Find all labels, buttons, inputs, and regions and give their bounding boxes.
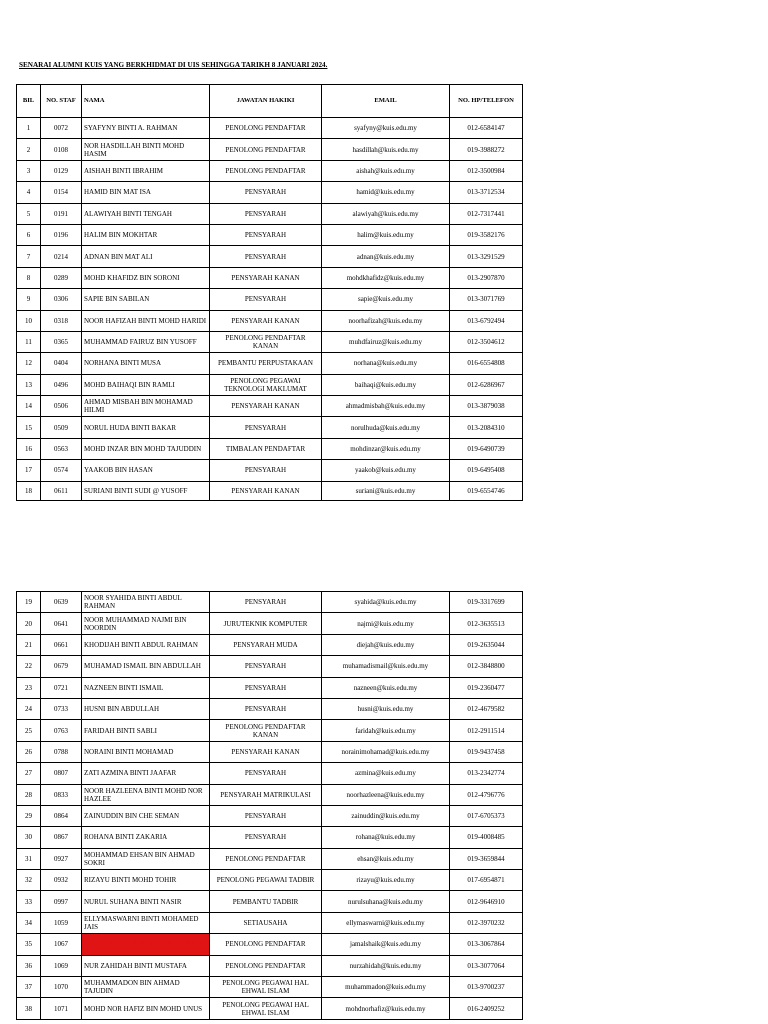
cell-telefon: 013-3071769 [450,289,523,310]
cell-email: mohdinzar@kuis.edu.my [322,438,450,459]
cell-email: noorhafizah@kuis.edu.my [322,310,450,331]
table-row [17,977,523,998]
cell-telefon: 013-9700237 [450,977,523,998]
cell-nama: MOHD INZAR BIN MOHD TAJUDDIN [82,438,210,459]
cell-jawatan: PENOLONG PEGAWAI TEKNOLOGI MAKLUMAT [210,374,322,395]
cell-email: baihaqi@kuis.edu.my [322,374,450,395]
alumni-table-page-1 [16,84,523,501]
cell-email: rohana@kuis.edu.my [322,827,450,848]
cell-no-staf: 0365 [41,331,82,352]
cell-jawatan: PEMBANTU PERPUSTAKAAN [210,353,322,374]
cell-bil: 23 [17,677,41,698]
header-email: EMAIL [322,85,450,118]
cell-nama: MOHD KHAFIDZ BIN SORONI [82,267,210,288]
cell-jawatan: PENSYARAH [210,656,322,677]
cell-nama: MOHD BAIHAQI BIN RAMLI [82,374,210,395]
cell-nama: KHODIJAH BINTI ABDUL RAHMAN [82,634,210,655]
table-row [17,460,523,481]
cell-telefon: 012-6584147 [450,118,523,139]
cell-telefon: 017-6705373 [450,805,523,826]
cell-telefon: 012-3635513 [450,613,523,634]
cell-email: ellymaswarni@kuis.edu.my [322,912,450,933]
cell-bil: 5 [17,203,41,224]
table-row [17,331,523,352]
cell-bil: 14 [17,396,41,417]
cell-no-staf: 0788 [41,741,82,762]
table-row [17,848,523,869]
cell-nama: NURUL SUHANA BINTI NASIR [82,891,210,912]
cell-nama: NOOR MUHAMMAD NAJMI BIN NOORDIN [82,613,210,634]
table-row [17,396,523,417]
cell-no-staf: 0807 [41,763,82,784]
cell-email: nazneen@kuis.edu.my [322,677,450,698]
cell-jawatan: PENOLONG PEGAWAI HAL EHWAL ISLAM [210,998,322,1019]
cell-bil: 24 [17,698,41,719]
cell-jawatan: PENOLONG PENDAFTAR [210,118,322,139]
cell-nama: ELLYMASWARNI BINTI MOHAMED JAIS [82,912,210,933]
cell-no-staf: 0679 [41,656,82,677]
table-row [17,805,523,826]
cell-no-staf: 0641 [41,613,82,634]
table-row [17,934,523,955]
cell-jawatan: PENSYARAH MATRIKULASI [210,784,322,805]
cell-bil: 32 [17,870,41,891]
cell-nama: SYAFYNY BINTI A. RAHMAN [82,118,210,139]
cell-bil: 12 [17,353,41,374]
header-bil: BIL [17,85,41,118]
header-jawatan: JAWATAN HAKIKI [210,85,322,118]
table-row [17,998,523,1019]
cell-no-staf: 0496 [41,374,82,395]
cell-email: najmi@kuis.edu.my [322,613,450,634]
table-row [17,224,523,245]
table-row [17,417,523,438]
cell-telefon: 019-3659844 [450,848,523,869]
alumni-table-page-2 [16,591,523,1020]
table-row [17,203,523,224]
table-row [17,912,523,933]
cell-email: halim@kuis.edu.my [322,224,450,245]
cell-no-staf: 0154 [41,182,82,203]
cell-bil: 33 [17,891,41,912]
table-row [17,784,523,805]
cell-telefon: 019-2635044 [450,634,523,655]
cell-bil: 15 [17,417,41,438]
cell-jawatan: PENOLONG PENDAFTAR KANAN [210,720,322,741]
cell-email: diejah@kuis.edu.my [322,634,450,655]
cell-email: alawiyah@kuis.edu.my [322,203,450,224]
cell-telefon: 013-3077064 [450,955,523,976]
cell-nama: JAMAL SHAIK BIN ABDL BARAKATH [82,934,210,955]
cell-bil: 11 [17,331,41,352]
cell-telefon: 019-9437458 [450,741,523,762]
cell-email: sapie@kuis.edu.my [322,289,450,310]
cell-bil: 20 [17,613,41,634]
cell-nama: ROHANA BINTI ZAKARIA [82,827,210,848]
cell-nama: NORAINI BINTI MOHAMAD [82,741,210,762]
cell-jawatan: PENSYARAH [210,460,322,481]
cell-jawatan: PENSYARAH KANAN [210,481,322,500]
cell-no-staf: 0108 [41,139,82,160]
cell-email: nurulsuhana@kuis.edu.my [322,891,450,912]
cell-nama: NOR HASDILLAH BINTI MOHD HASIM [82,139,210,160]
cell-no-staf: 0318 [41,310,82,331]
cell-jawatan: PENSYARAH KANAN [210,267,322,288]
cell-no-staf: 0867 [41,827,82,848]
cell-nama: NOOR HAFIZAH BINTI MOHD HARIDI [82,310,210,331]
cell-telefon: 013-3879038 [450,396,523,417]
cell-telefon: 016-6554808 [450,353,523,374]
cell-jawatan: PENSYARAH MUDA [210,634,322,655]
cell-no-staf: 1059 [41,912,82,933]
cell-no-staf: 0214 [41,246,82,267]
cell-bil: 17 [17,460,41,481]
cell-nama: MUHAMAD ISMAIL BIN ABDULLAH [82,656,210,677]
table-row [17,310,523,331]
table-row [17,592,523,613]
cell-bil: 25 [17,720,41,741]
cell-no-staf: 0404 [41,353,82,374]
cell-no-staf: 0611 [41,481,82,500]
table-row [17,698,523,719]
cell-jawatan: JURUTEKNIK KOMPUTER [210,613,322,634]
cell-nama: ZATI AZMINA BINTI JAAFAR [82,763,210,784]
table-row [17,634,523,655]
cell-no-staf: 0196 [41,224,82,245]
cell-no-staf: 0191 [41,203,82,224]
cell-nama: ADNAN BIN MAT ALI [82,246,210,267]
cell-bil: 1 [17,118,41,139]
cell-email: ahmadmisbah@kuis.edu.my [322,396,450,417]
cell-bil: 3 [17,160,41,181]
cell-telefon: 013-3067864 [450,934,523,955]
table-row [17,267,523,288]
cell-telefon: 012-3848800 [450,656,523,677]
cell-telefon: 012-2911514 [450,720,523,741]
cell-telefon: 012-7317441 [450,203,523,224]
table-row [17,763,523,784]
cell-email: muhamadismail@kuis.edu.my [322,656,450,677]
cell-jawatan: PENSYARAH [210,763,322,784]
cell-jawatan: PENSYARAH [210,827,322,848]
cell-email: norainimohamad@kuis.edu.my [322,741,450,762]
cell-bil: 13 [17,374,41,395]
cell-jawatan: PENOLONG PEGAWAI TADBIR [210,870,322,891]
cell-bil: 18 [17,481,41,500]
cell-bil: 28 [17,784,41,805]
cell-email: zainuddin@kuis.edu.my [322,805,450,826]
cell-no-staf: 0506 [41,396,82,417]
cell-nama: RIZAYU BINTI MOHD TOHIR [82,870,210,891]
cell-nama: ZAINUDDIN BIN CHE SEMAN [82,805,210,826]
cell-telefon: 019-6554746 [450,481,523,500]
cell-telefon: 019-6490739 [450,438,523,459]
cell-no-staf: 0763 [41,720,82,741]
cell-no-staf: 0833 [41,784,82,805]
cell-email: suriani@kuis.edu.my [322,481,450,500]
cell-telefon: 019-6495408 [450,460,523,481]
cell-bil: 22 [17,656,41,677]
cell-jawatan: PENSYARAH [210,805,322,826]
cell-jawatan: PENSYARAH [210,289,322,310]
cell-telefon: 019-3582176 [450,224,523,245]
cell-jawatan: PEMBANTU TADBIR [210,891,322,912]
cell-telefon: 013-2907870 [450,267,523,288]
cell-jawatan: PENSYARAH [210,417,322,438]
cell-nama: NORHANA BINTI MUSA [82,353,210,374]
cell-nama: HAMID BIN MAT ISA [82,182,210,203]
cell-nama: SAPIE BIN SABILAN [82,289,210,310]
cell-bil: 7 [17,246,41,267]
cell-no-staf: 0927 [41,848,82,869]
cell-bil: 10 [17,310,41,331]
cell-email: syafyny@kuis.edu.my [322,118,450,139]
cell-no-staf: 0932 [41,870,82,891]
cell-bil: 30 [17,827,41,848]
cell-jawatan: PENSYARAH [210,592,322,613]
cell-jawatan: PENSYARAH [210,698,322,719]
cell-nama: MUHAMMADON BIN AHMAD TAJUDIN [82,977,210,998]
cell-telefon: 019-2360477 [450,677,523,698]
table-row [17,741,523,762]
cell-no-staf: 0721 [41,677,82,698]
table-row [17,891,523,912]
cell-jawatan: PENSYARAH [210,677,322,698]
cell-email: azmina@kuis.edu.my [322,763,450,784]
cell-telefon: 012-3500984 [450,160,523,181]
cell-telefon: 019-4008485 [450,827,523,848]
cell-nama: HALIM BIN MOKHTAR [82,224,210,245]
cell-nama: NAZNEEN BINTI ISMAIL [82,677,210,698]
cell-nama: HUSNI BIN ABDULLAH [82,698,210,719]
table-row [17,353,523,374]
cell-nama: SURIANI BINTI SUDI @ YUSOFF [82,481,210,500]
cell-no-staf: 0733 [41,698,82,719]
cell-nama: MUHAMMAD FAIRUZ BIN YUSOFF [82,331,210,352]
cell-bil: 2 [17,139,41,160]
cell-telefon: 016-2409252 [450,998,523,1019]
table-row [17,246,523,267]
table-row [17,118,523,139]
cell-jawatan: PENOLONG PENDAFTAR [210,848,322,869]
cell-no-staf: 0997 [41,891,82,912]
cell-telefon: 012-4796776 [450,784,523,805]
cell-email: yaakob@kuis.edu.my [322,460,450,481]
table-row [17,656,523,677]
cell-telefon: 012-9646910 [450,891,523,912]
cell-jawatan: PENOLONG PENDAFTAR [210,160,322,181]
cell-no-staf: 0661 [41,634,82,655]
cell-bil: 9 [17,289,41,310]
cell-no-staf: 0864 [41,805,82,826]
cell-email: norhana@kuis.edu.my [322,353,450,374]
cell-jawatan: PENOLONG PENDAFTAR [210,934,322,955]
header-nama: NAMA [82,85,210,118]
cell-telefon: 012-3504612 [450,331,523,352]
cell-email: rizayu@kuis.edu.my [322,870,450,891]
table-row [17,182,523,203]
cell-jawatan: PENOLONG PENDAFTAR [210,139,322,160]
cell-jawatan: SETIAUSAHA [210,912,322,933]
table-row [17,955,523,976]
cell-bil: 19 [17,592,41,613]
cell-bil: 36 [17,955,41,976]
cell-no-staf: 0509 [41,417,82,438]
cell-email: ehsan@kuis.edu.my [322,848,450,869]
cell-telefon: 013-3291529 [450,246,523,267]
cell-bil: 26 [17,741,41,762]
table-row [17,827,523,848]
table-row [17,139,523,160]
cell-email: adnan@kuis.edu.my [322,246,450,267]
cell-nama: YAAKOB BIN HASAN [82,460,210,481]
table-row [17,720,523,741]
cell-no-staf: 0574 [41,460,82,481]
cell-email: muhdfairuz@kuis.edu.my [322,331,450,352]
cell-jawatan: PENSYARAH KANAN [210,741,322,762]
cell-bil: 35 [17,934,41,955]
cell-jawatan: PENSYARAH [210,182,322,203]
cell-no-staf: 1071 [41,998,82,1019]
cell-nama: AISHAH BINTI IBRAHIM [82,160,210,181]
table-row [17,677,523,698]
table-row [17,613,523,634]
cell-telefon: 017-6954871 [450,870,523,891]
cell-bil: 37 [17,977,41,998]
cell-jawatan: PENSYARAH [210,224,322,245]
cell-nama: FARIDAH BINTI SABLI [82,720,210,741]
cell-nama: NOOR HAZLEENA BINTI MOHD NOR HAZLEE [82,784,210,805]
cell-nama: AHMAD MISBAH BIN MOHAMAD HILMI [82,396,210,417]
document-title: SENARAI ALUMNI KUIS YANG BERKHIDMAT DI UIS SEHINGGA TARIKH 8 JANUARI 2024. [19,61,328,69]
cell-jawatan: PENOLONG PEGAWAI HAL EHWAL ISLAM [210,977,322,998]
cell-jawatan: PENSYARAH [210,246,322,267]
table-row [17,374,523,395]
cell-email: syahida@kuis.edu.my [322,592,450,613]
cell-no-staf: 0306 [41,289,82,310]
cell-nama: ALAWIYAH BINTI TENGAH [82,203,210,224]
cell-bil: 29 [17,805,41,826]
table-row [17,438,523,459]
cell-email: aishah@kuis.edu.my [322,160,450,181]
cell-email: faridah@kuis.edu.my [322,720,450,741]
cell-jawatan: TIMBALAN PENDAFTAR [210,438,322,459]
table-row [17,870,523,891]
cell-email: muhammadon@kuis.edu.my [322,977,450,998]
cell-email: norulhuda@kuis.edu.my [322,417,450,438]
table-row [17,160,523,181]
cell-no-staf: 1070 [41,977,82,998]
cell-telefon: 013-2342774 [450,763,523,784]
cell-telefon: 019-3988272 [450,139,523,160]
cell-no-staf: 1069 [41,955,82,976]
cell-telefon: 013-3712534 [450,182,523,203]
cell-bil: 34 [17,912,41,933]
cell-bil: 6 [17,224,41,245]
cell-email: husni@kuis.edu.my [322,698,450,719]
cell-nama: MOHD NOR HAFIZ BIN MOHD UNUS [82,998,210,1019]
cell-bil: 31 [17,848,41,869]
header-telefon: NO. HP/TELEFON [450,85,523,118]
cell-nama: NOOR SYAHIDA BINTI ABDUL RAHMAN [82,592,210,613]
header-no-staf: NO. STAF [41,85,82,118]
cell-no-staf: 0129 [41,160,82,181]
cell-email: hasdillah@kuis.edu.my [322,139,450,160]
cell-email: nurzahidah@kuis.edu.my [322,955,450,976]
cell-bil: 8 [17,267,41,288]
cell-telefon: 012-4679582 [450,698,523,719]
cell-jawatan: PENSYARAH KANAN [210,396,322,417]
cell-bil: 38 [17,998,41,1019]
cell-nama: NORUL HUDA BINTI BAKAR [82,417,210,438]
cell-email: mohdkhafidz@kuis.edu.my [322,267,450,288]
cell-no-staf: 1067 [41,934,82,955]
cell-telefon: 013-6792494 [450,310,523,331]
cell-nama: MOHAMMAD EHSAN BIN AHMAD SOKRI [82,848,210,869]
cell-jawatan: PENOLONG PENDAFTAR KANAN [210,331,322,352]
cell-email: hamid@kuis.edu.my [322,182,450,203]
cell-bil: 4 [17,182,41,203]
cell-telefon: 012-6286967 [450,374,523,395]
table-row [17,289,523,310]
cell-jawatan: PENSYARAH KANAN [210,310,322,331]
cell-no-staf: 0563 [41,438,82,459]
cell-email: noorhazleena@kuis.edu.my [322,784,450,805]
cell-telefon: 019-3317699 [450,592,523,613]
cell-telefon: 012-3970232 [450,912,523,933]
cell-no-staf: 0072 [41,118,82,139]
cell-bil: 21 [17,634,41,655]
cell-email: jamalshaik@kuis.edu.my [322,934,450,955]
cell-telefon: 013-2084310 [450,417,523,438]
cell-bil: 27 [17,763,41,784]
cell-nama: NUR ZAHIDAH BINTI MUSTAFA [82,955,210,976]
table-header-row [17,85,523,118]
cell-email: mohdnorhafiz@kuis.edu.my [322,998,450,1019]
cell-bil: 16 [17,438,41,459]
table-row [17,481,523,500]
cell-no-staf: 0639 [41,592,82,613]
cell-no-staf: 0289 [41,267,82,288]
cell-jawatan: PENSYARAH [210,203,322,224]
cell-jawatan: PENOLONG PENDAFTAR [210,955,322,976]
